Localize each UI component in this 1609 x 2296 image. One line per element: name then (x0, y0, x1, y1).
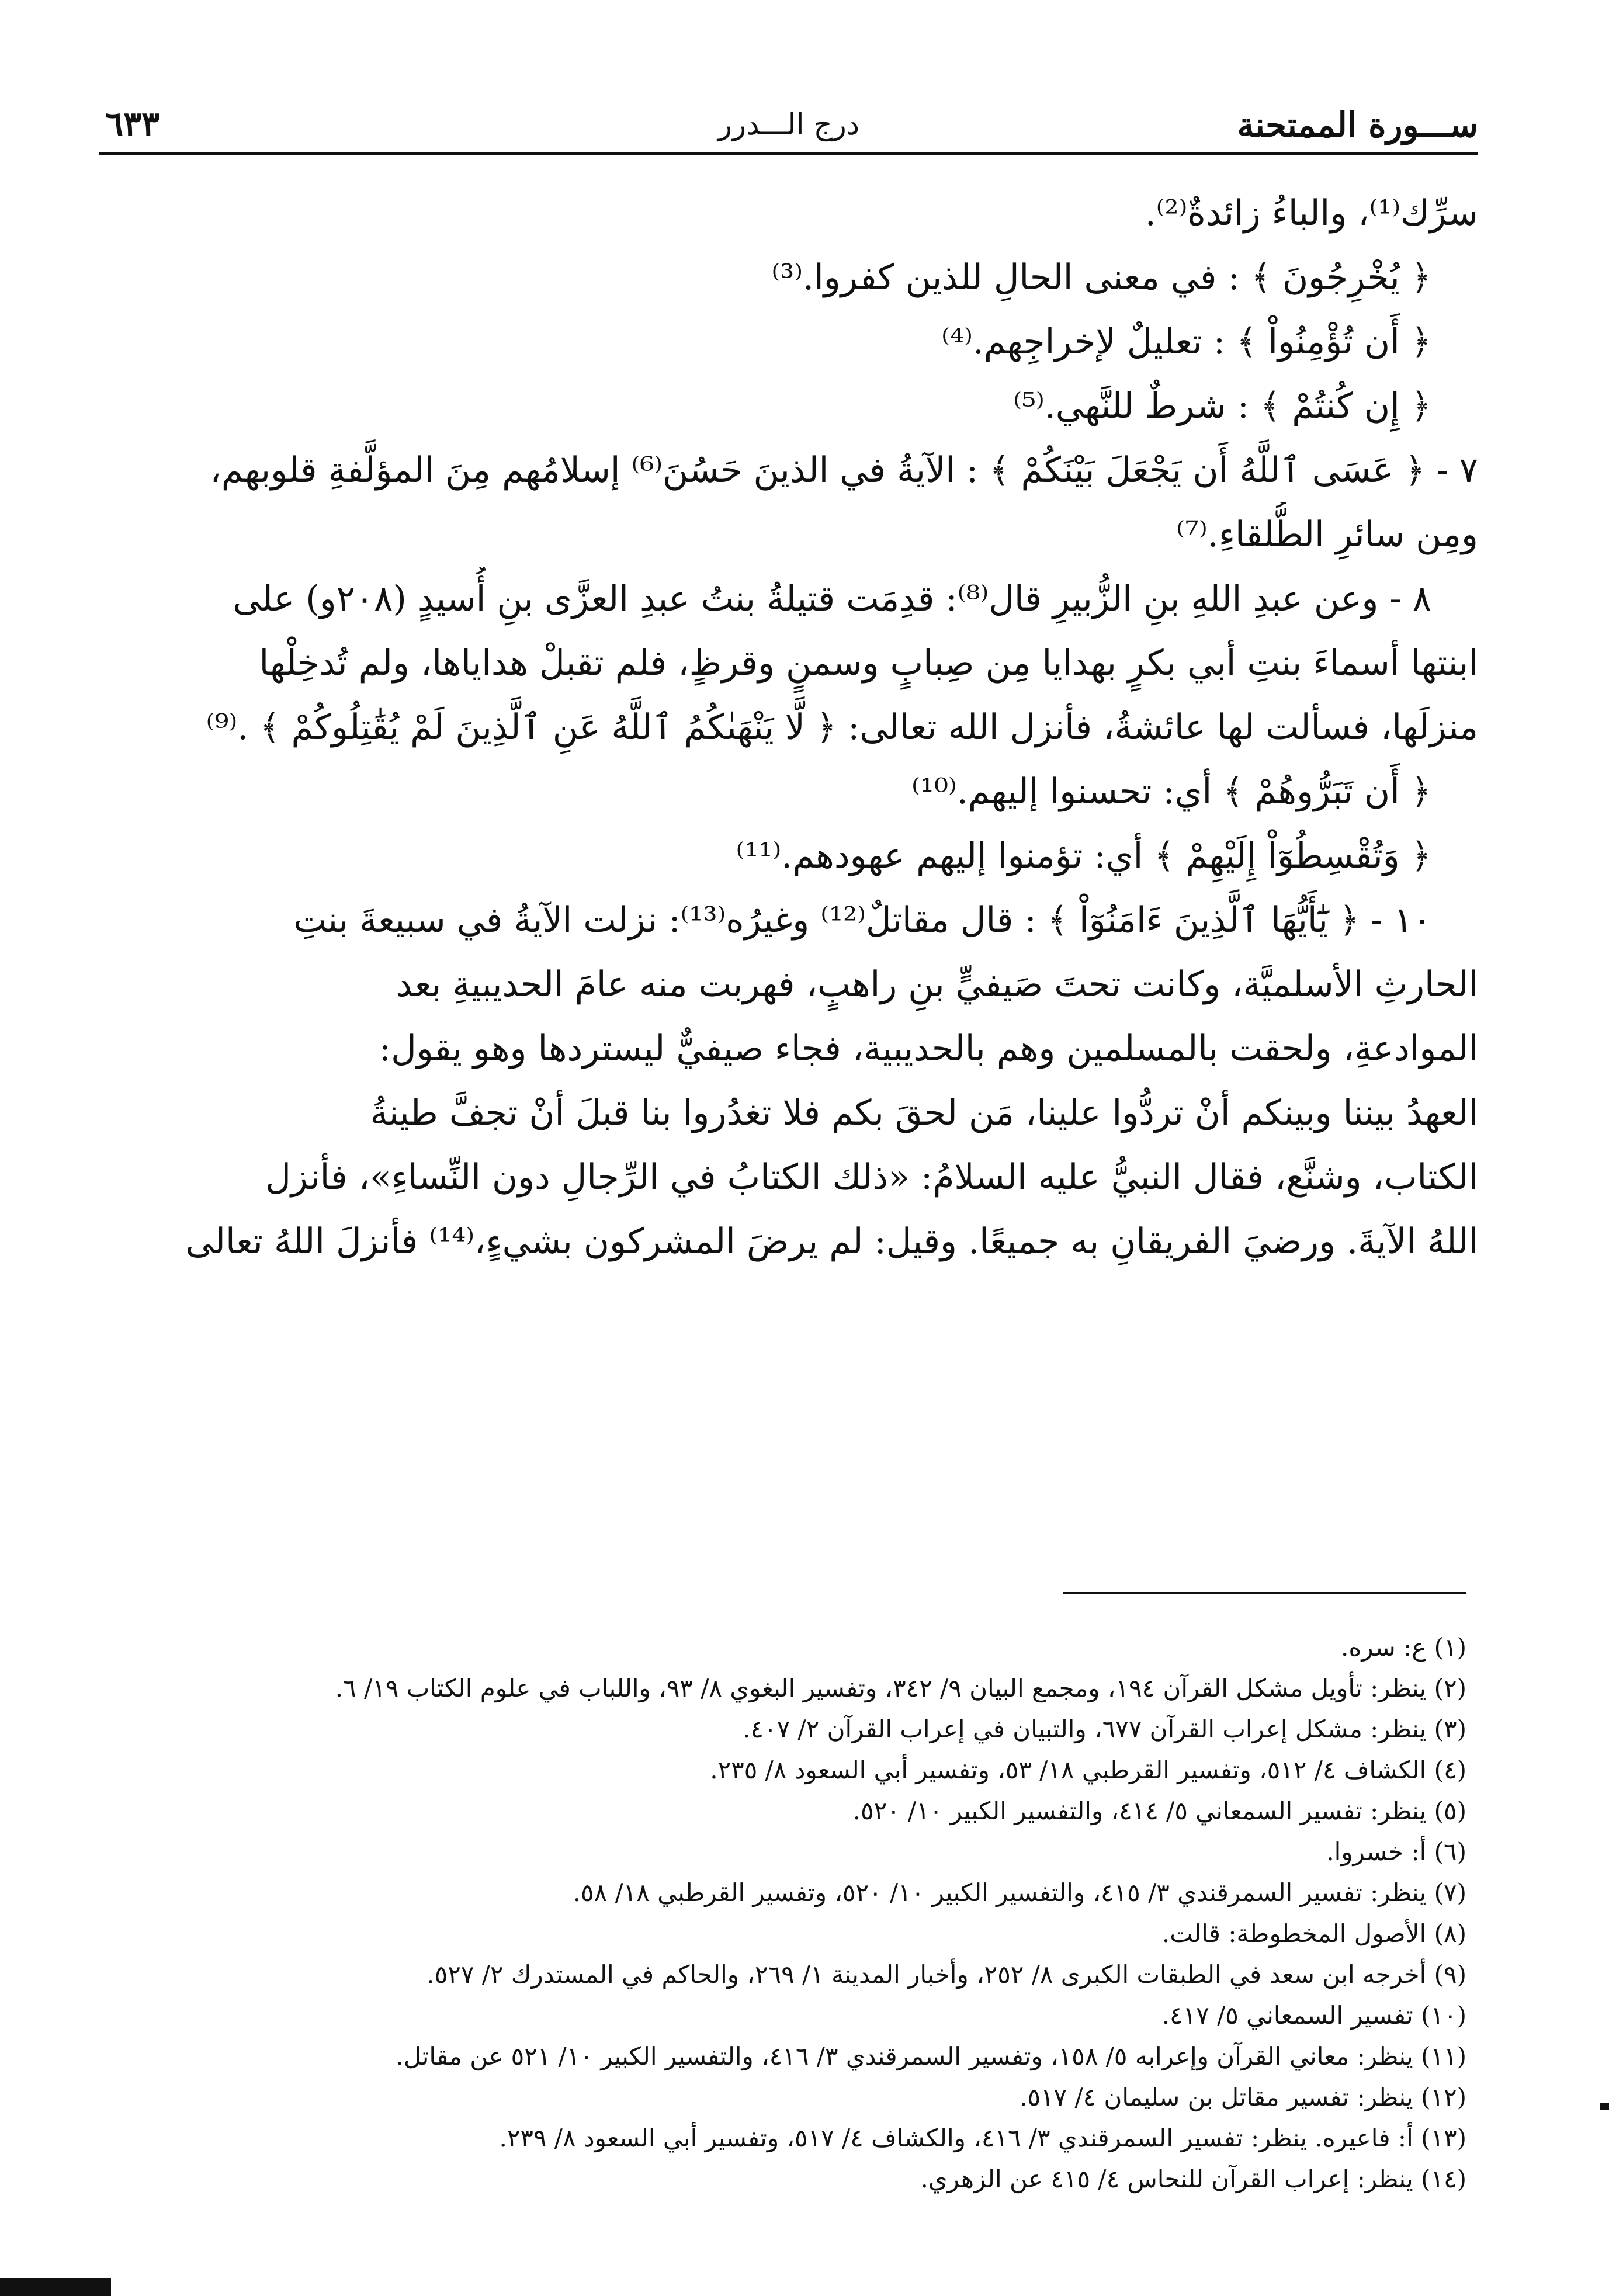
footnote: (٣) ينظر: مشكل إعراب القرآن ٦٧٧، والتبيان في إعراب القرآن ٢/ ٤٠٧. (743, 1715, 1466, 1743)
footnote-separator (1063, 1592, 1466, 1594)
text-line: اللهُ الآيةَ. ورضيَ الفريقانِ به جميعًا. وقيل: لم يرضَ المشركون بشيءٍ،⁽¹⁴⁾ فأنزلَ اللهُ تعالى (185, 1221, 1478, 1262)
footnote: (١) ع: سره. (1341, 1633, 1466, 1662)
text-line: ﴿ أَن تَبَرُّوهُمْ ﴾ أي: تحسنوا إليهم.⁽¹⁰⁾ (911, 771, 1431, 812)
text-line: ٧ - ﴿ عَسَى ٱللَّهُ أَن يَجْعَلَ بَيْنَكُمْ ﴾ : الآيةُ في الذينَ حَسُنَ⁽⁶⁾ إسلامُهم مِنَ المؤلَّفةِ قلوبهم، (210, 450, 1478, 491)
main-text (99, 181, 1478, 1274)
footnote: (٥) ينظر: تفسير السمعاني ٥/ ٤١٤، والتفسير الكبير ١٠/ ٥٢٠. (852, 1796, 1466, 1825)
text-line: ﴿ يُخْرِجُونَ ﴾ : في معنى الحالِ للذين كفروا.⁽³⁾ (771, 257, 1431, 298)
footnote: (٧) ينظر: تفسير السمرقندي ٣/ ٤١٥، والتفسير الكبير ١٠/ ٥٢٠، وتفسير القرطبي ١٨/ ٥٨. (573, 1878, 1466, 1907)
text-line: ٨ - وعن عبدِ اللهِ بنِ الزُّبيرِ قال⁽⁸⁾: قدِمَت قتيلةُ بنتُ عبدِ العزَّى بنِ أُسيدٍ (٢٠٨و) على (233, 578, 1431, 619)
text-line: الموادعةِ، ولحقت بالمسلمين وهم بالحديبية، فجاء صيفيٌّ ليستردها وهو يقول: (379, 1028, 1478, 1069)
footnote: (٨) الأصول المخطوطة: قالت. (1161, 1919, 1466, 1948)
book-title: درج الـــدرر (717, 107, 860, 141)
footnote: (٩) أخرجه ابن سعد في الطبقات الكبرى ٨/ ٢٥٢، وأخبار المدينة ١/ ٢٦٩، والحاكم في المستدرك ٢/ ٥٢٧. (426, 1960, 1466, 1989)
footnote: (١١) ينظر: معاني القرآن وإعرابه ٥/ ١٥٨، وتفسير السمرقندي ٣/ ٤١٦، والتفسير الكبير ١٠/ ٥٢١ عن مقاتل. (396, 2042, 1466, 2070)
footnote: (٤) الكشاف ٤/ ٥١٢، وتفسير القرطبي ١٨/ ٥٣، وتفسير أبي السعود ٨/ ٢٣٥. (710, 1756, 1466, 1784)
footnote: (١٣) أ: فاعيره. ينظر: تفسير السمرقندي ٣/ ٤١٦، والكشاف ٤/ ٥١٧، وتفسير أبي السعود ٨/ ٢٣٩. (499, 2124, 1466, 2152)
text-line: ﴿ إِن كُنتُمْ ﴾ : شرطٌ للنَّهي.⁽⁵⁾ (1013, 386, 1431, 426)
text-line: ﴿ أَن تُؤْمِنُواْ ﴾ : تعليلٌ لإخراجِهم.⁽⁴⁾ (941, 321, 1431, 362)
text-line: ﴿ وَتُقْسِطُوٓاْ إِلَيْهِمْ ﴾ أي: تؤمنوا إليهم عهودهم.⁽¹¹⁾ (736, 835, 1431, 876)
text-line: سرِّك⁽¹⁾، والباءُ زائدةٌ⁽²⁾. (1145, 193, 1478, 234)
scan-corner-bar (0, 2278, 111, 2296)
text-line: العهدُ بيننا وبينكم أنْ تردُّوا علينا، مَن لحقَ بكم فلا تغدُروا بنا قبلَ أنْ تجفَّ طينةُ (370, 1092, 1478, 1133)
text-line: منزلَها، فسألت لها عائشةُ، فأنزل الله تعالى: ﴿ لَّا يَنْهَىٰكُمُ ٱللَّهُ عَنِ ٱلَّذِينَ لَمْ يُقَٰتِلُوكُمْ ﴾ .⁽⁹⁾ (206, 707, 1478, 748)
text-line: الحارثِ الأسلميَّة، وكانت تحتَ صَيفيٍّ بنِ راهبٍ، فهربت منه عامَ الحديبيةِ بعد (396, 964, 1478, 1005)
footnote: (١٤) ينظر: إعراب القرآن للنحاس ٤/ ٤١٥ عن الزهري. (920, 2165, 1466, 2193)
footnote: (٢) ينظر: تأويل مشكل القرآن ١٩٤، ومجمع البيان ٩/ ٣٤٢، وتفسير البغوي ٨/ ٩٣، واللباب في علوم الكتاب ١٩/ ٦. (335, 1674, 1466, 1702)
text-line: ١٠ - ﴿ يَٰٓأَيُّهَا ٱلَّذِينَ ءَامَنُوٓاْ ﴾ : قال مقاتلٌ⁽¹²⁾ وغيرُه⁽¹³⁾: نزلت الآيةُ في سبيعةَ بنتِ (293, 900, 1431, 941)
scan-edge-mark (1600, 2103, 1609, 2110)
surah-title: ســـورة الممتحنة (1237, 105, 1478, 145)
footnote: (١٢) ينظر: تفسير مقاتل بن سليمان ٤/ ٥١٧. (1020, 2083, 1466, 2111)
footnote: (٦) أ: خسروا. (1326, 1837, 1466, 1866)
footnotes (99, 1627, 1466, 2200)
footnote: (١٠) تفسير السمعاني ٥/ ٤١٧. (1161, 2001, 1466, 2030)
page-number: ٦٣٣ (105, 104, 160, 144)
text-line: ابنتها أسماءَ بنتِ أبي بكرٍ بهدايا مِن صِبابٍ وسمنٍ وقرظٍ، فلم تقبلْ هداياها، ولم تُدخِلْها (259, 643, 1478, 684)
running-header (99, 99, 1478, 155)
text-line: ومِن سائرِ الطُّلقاءِ.⁽⁷⁾ (1176, 514, 1478, 555)
text-line: الكتاب، وشنَّع، فقال النبيُّ عليه السلامُ: «ذلك الكتابُ في الرِّجالِ دون النِّساءِ»، فأنزل (265, 1157, 1478, 1198)
